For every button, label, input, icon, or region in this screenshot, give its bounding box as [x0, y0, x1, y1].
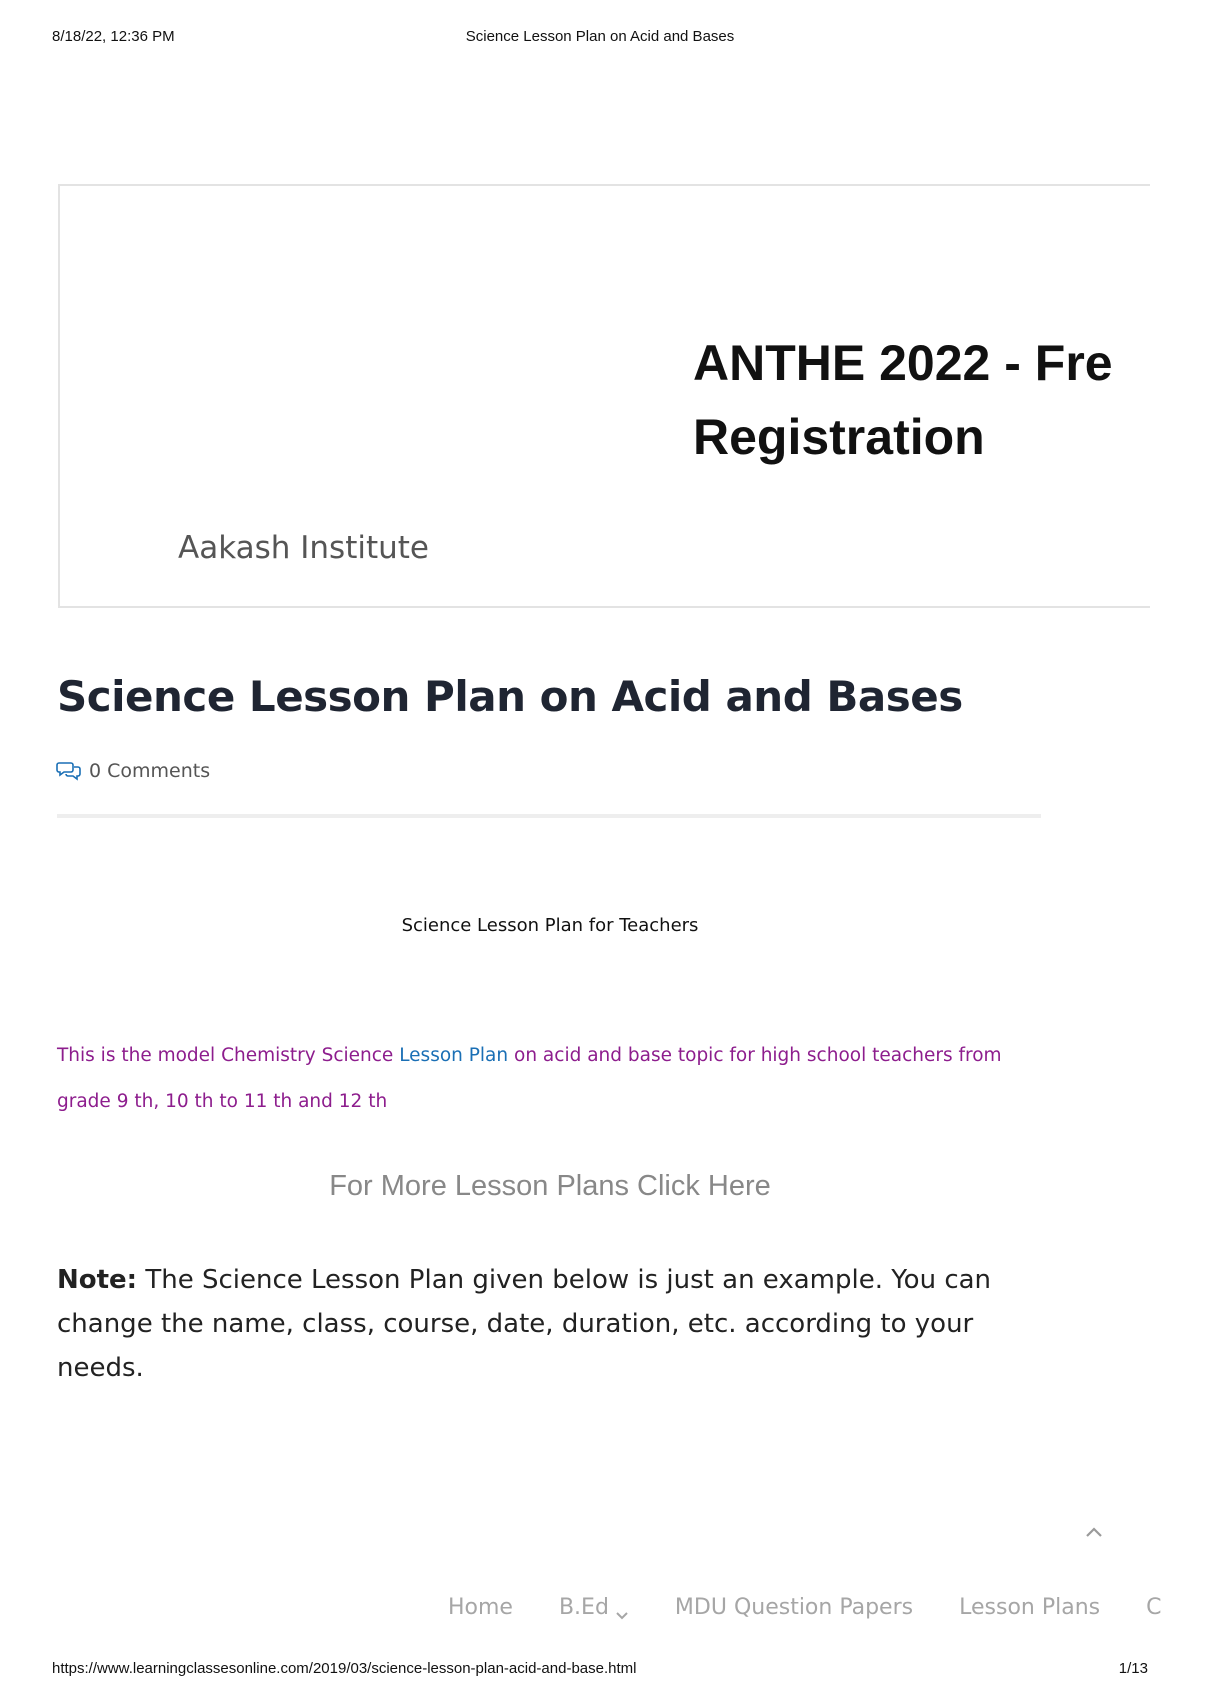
more-lesson-plans-link[interactable]: For More Lesson Plans Click Here — [329, 1170, 771, 1202]
comments-icon[interactable] — [57, 760, 81, 782]
intro-text-end: on acid and base topic for high school teachers from grade 9 th, 10 th to 11 th and 12 th — [57, 1045, 1002, 1112]
print-header — [0, 28, 1200, 50]
nav-item-label: MDU Question Papers — [674, 1594, 914, 1620]
ad-headline-line2: Registration — [693, 409, 985, 465]
note-paragraph — [57, 1258, 1057, 1390]
print-page-number: 1/13 — [1118, 1660, 1148, 1677]
ad-headline-line1: ANTHE 2022 - Fre — [693, 335, 1113, 391]
scroll-to-top-button[interactable] — [1080, 1520, 1108, 1544]
print-doc-title: Science Lesson Plan on Acid and Bases — [465, 28, 735, 45]
nav-item-mdu-question-papers[interactable] — [675, 1595, 913, 1620]
chevron-down-icon — [615, 1602, 629, 1612]
nav-item-lesson-plans[interactable] — [959, 1595, 1100, 1620]
note-label: Note: — [57, 1265, 138, 1295]
nav-item-bed[interactable] — [559, 1595, 629, 1620]
nav-item-label: Home — [448, 1594, 513, 1620]
intro-paragraph — [57, 1033, 1017, 1125]
content-subheading: Science Lesson Plan for Teachers — [401, 915, 699, 936]
print-footer — [0, 1660, 1200, 1682]
lesson-plan-link[interactable]: Lesson Plan — [399, 1045, 509, 1066]
print-url: https://www.learningclassesonline.com/2019/03/science-lesson-plan-acid-and-base.html — [52, 1660, 637, 1677]
nav-item-label: C — [1146, 1594, 1162, 1620]
comments-count-link[interactable]: 0 Comments — [89, 760, 211, 782]
nav-item-label: B.Ed — [558, 1594, 609, 1620]
meta-divider — [57, 814, 1041, 818]
ad-headline[interactable] — [693, 326, 1213, 474]
page-clip — [1150, 150, 1200, 1650]
page-title: Science Lesson Plan on Acid and Bases — [57, 672, 963, 721]
post-meta — [57, 758, 210, 784]
nav-item-home[interactable] — [448, 1595, 513, 1620]
nav-item-label: Lesson Plans — [959, 1594, 1101, 1620]
ad-advertiser: Aakash Institute — [178, 530, 429, 566]
chevron-up-icon — [1085, 1523, 1103, 1542]
intro-text-start: This is the model Chemistry Science — [57, 1045, 400, 1066]
main-nav — [448, 1590, 1162, 1624]
note-text: The Science Lesson Plan given below is just an example. You can change the name, class, course, date, duration, etc. according to your needs. — [57, 1265, 992, 1383]
print-datetime: 8/18/22, 12:36 PM — [52, 28, 175, 45]
ad-banner[interactable] — [58, 184, 1158, 608]
nav-item-truncated[interactable] — [1146, 1595, 1161, 1620]
